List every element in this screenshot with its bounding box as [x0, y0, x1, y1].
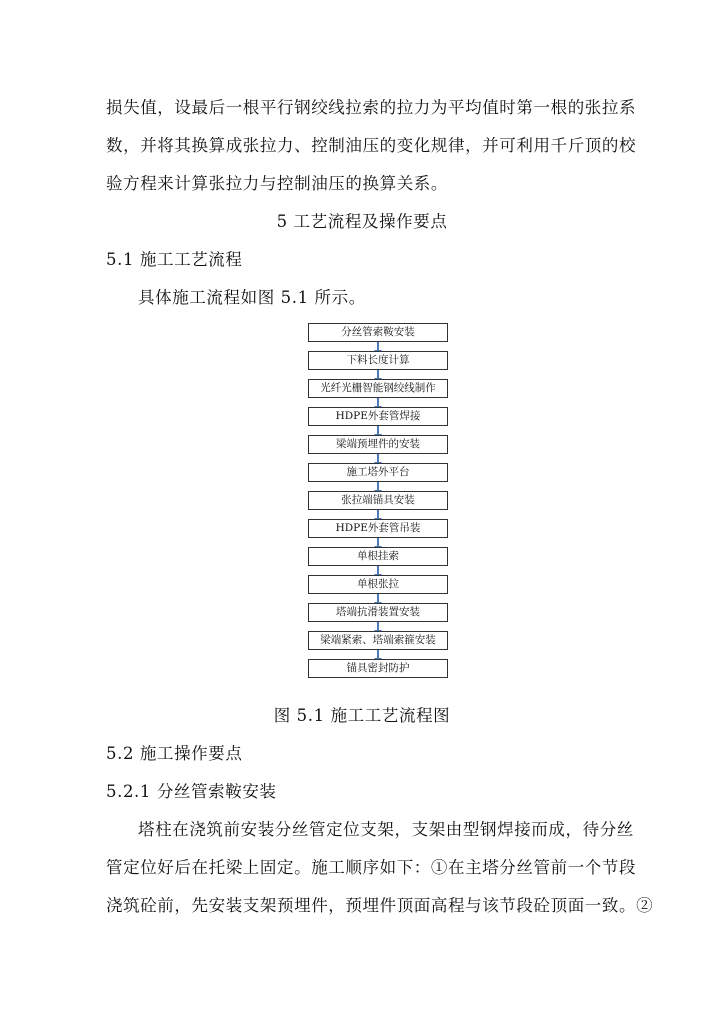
- flow-step-3: 光纤光栅智能钢绞线制作: [308, 379, 448, 398]
- paragraph-1-line-3: 验方程来计算张拉力与控制油压的换算关系。: [106, 174, 448, 193]
- section-5-1-intro: 具体施工流程如图 5.1 所示。: [138, 288, 366, 307]
- section-5-2-1-heading: 5.2.1 分丝管索鞍安装: [106, 782, 277, 801]
- flow-step-8: HDPE外套管吊装: [308, 519, 448, 538]
- flow-arrow-4: [377, 426, 379, 435]
- flow-step-10: 单根张拉: [308, 575, 448, 594]
- flow-arrow-7: [377, 510, 379, 519]
- flow-step-5: 梁端预埋件的安装: [308, 435, 448, 454]
- flow-step-9: 单根挂索: [308, 547, 448, 566]
- flow-arrow-1: [377, 342, 379, 351]
- flow-step-11: 塔端抗滑装置安装: [308, 603, 448, 622]
- paragraph-2-line-2: 管定位好后在托梁上固定。施工顺序如下：①在主塔分丝管前一个节段: [106, 858, 637, 877]
- flow-arrow-12: [377, 650, 379, 659]
- figure-caption: 图 5.1 施工工艺流程图: [273, 706, 451, 725]
- flow-step-6: 施工塔外平台: [308, 463, 448, 482]
- flow-step-2: 下料长度计算: [308, 351, 448, 370]
- paragraph-2-line-3: 浇筑砼前，先安装支架预埋件，预埋件顶面高程与该节段砼顶面一致。②: [106, 896, 654, 915]
- flow-arrow-10: [377, 594, 379, 603]
- flow-arrow-8: [377, 538, 379, 547]
- flow-step-12: 梁端紧索、塔端索箍安装: [308, 631, 448, 650]
- section-5-heading: 5 工艺流程及操作要点: [276, 212, 448, 231]
- flow-arrow-6: [377, 482, 379, 491]
- flow-step-7: 张拉端锚具安装: [308, 491, 448, 510]
- section-5-1-heading: 5.1 施工工艺流程: [106, 250, 243, 269]
- flow-arrow-9: [377, 566, 379, 575]
- flow-step-4: HDPE外套管焊接: [308, 407, 448, 426]
- flow-arrow-11: [377, 622, 379, 631]
- paragraph-2-line-1: 塔柱在浇筑前安装分丝管定位支架，支架由型钢焊接而成，待分丝: [138, 820, 634, 839]
- flow-arrow-3: [377, 398, 379, 407]
- paragraph-1-line-2: 数，并将其换算成张拉力、控制油压的变化规律，并可利用千斤顶的校: [106, 136, 637, 155]
- section-5-2-heading: 5.2 施工操作要点: [106, 744, 243, 763]
- paragraph-1-line-1: 损失值，设最后一根平行钢绞线拉索的拉力为平均值时第一根的张拉系: [106, 98, 637, 117]
- process-flowchart: [300, 318, 456, 684]
- flow-arrow-5: [377, 454, 379, 463]
- flow-step-13: 锚具密封防护: [308, 659, 448, 678]
- flow-step-1: 分丝管索鞍安装: [308, 323, 448, 342]
- flow-arrow-2: [377, 370, 379, 379]
